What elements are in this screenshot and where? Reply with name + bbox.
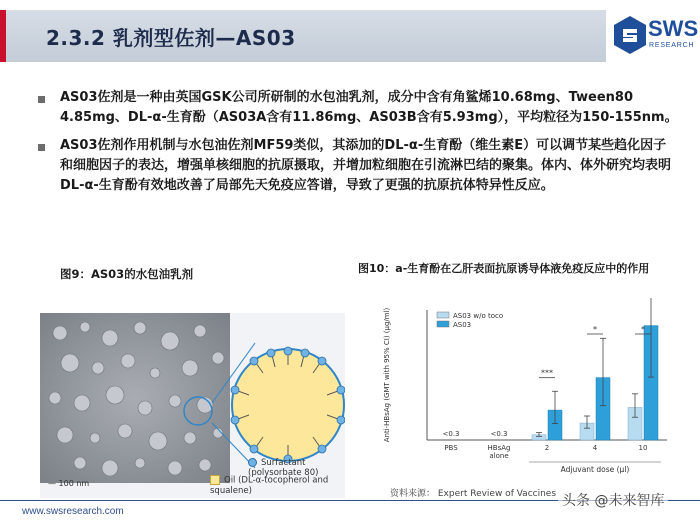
sws-logo xyxy=(612,12,699,60)
x-tick-label: alone xyxy=(489,452,509,460)
logo-subtext: RESEARCH xyxy=(649,42,695,49)
bullet-list xyxy=(38,88,678,204)
bullet-text: AS03佐剂作用机制与水包油佐剂MF59类似，其添加的DL-α-生育酚（维生素E）可以调节某些趋化因子和细胞因子的表达，增强单核细胞的抗原摄取，并增加粒细胞在引流淋巴结的聚集。体内、体外研究均表明DL-α-生育酚有效地改善了局部先天免疫应答谱，导致了更强的抗原抗体特异性反应。 xyxy=(60,138,672,193)
x-axis-label: Adjuvant dose (µl) xyxy=(560,465,630,474)
source-note: 资料来源： Expert Review of Vaccines xyxy=(390,489,557,499)
x-tick-label: PBS xyxy=(444,444,458,452)
bullet-item xyxy=(38,136,678,196)
below-detection-label: <0.3 xyxy=(490,430,508,438)
legend-label: AS03 w/o toco xyxy=(453,312,504,320)
bar-chart xyxy=(375,298,675,480)
legend-swatch xyxy=(437,312,449,318)
figure-10-caption: 图10：a-生育酚在乙肝表面抗原诱导体液免疫反应中的作用 xyxy=(358,262,650,275)
x-tick-label: HBsAg xyxy=(487,444,511,452)
bullet-item xyxy=(38,88,678,128)
significance-label: * xyxy=(641,325,645,334)
x-tick-label: 10 xyxy=(638,444,648,452)
figure-10-chart xyxy=(375,298,675,480)
legend-surfactant-label: Surfactant (polysorbate 80) xyxy=(248,458,319,478)
y-axis-label: Anti-HBsAg (GMT with 95% CI) (µg/ml) xyxy=(383,307,391,443)
logo-text: SWS xyxy=(648,16,699,41)
below-detection-label: <0.3 xyxy=(442,430,460,438)
figure-9-caption: 图9：AS03的水包油乳剂 xyxy=(60,267,194,281)
bullet-text: AS03佐剂是一种由英国GSK公司所研制的水包油乳剂，成分中含有角鲨烯10.68mg、Tween80 4.85mg、DL-α-生育酚（AS03A含有11.86mg、AS03B含有5.93mg），平均粒径为150-155nm。 xyxy=(60,90,678,125)
header-red-stripe xyxy=(0,10,6,62)
legend-oil xyxy=(210,475,345,496)
oil-icon xyxy=(210,475,220,485)
sws-logo-icon xyxy=(614,16,646,54)
footer-url: www.swsresearch.com xyxy=(22,506,124,517)
bullet-square-icon xyxy=(38,144,45,151)
header-bar xyxy=(0,0,700,70)
legend-oil-label: Oil (DL-α-tocopherol and squalene) xyxy=(210,475,329,496)
chart-background xyxy=(375,298,675,480)
figure-9-emulsion-image xyxy=(40,313,345,498)
bullet-square-icon xyxy=(38,96,45,103)
significance-label: * xyxy=(593,325,597,334)
significance-label: *** xyxy=(541,368,553,378)
x-tick-label: 2 xyxy=(544,444,550,452)
scale-bar-label: — 100 nm xyxy=(48,479,90,488)
watermark: 头条 @未来智库 xyxy=(558,490,668,510)
legend-label: AS03 xyxy=(453,321,472,329)
surfactant-icon xyxy=(248,458,257,467)
legend-swatch xyxy=(437,321,449,327)
page-title: 2.3.2 乳剂型佐剂—AS03 xyxy=(46,26,296,50)
x-tick-label: 4 xyxy=(592,444,598,452)
